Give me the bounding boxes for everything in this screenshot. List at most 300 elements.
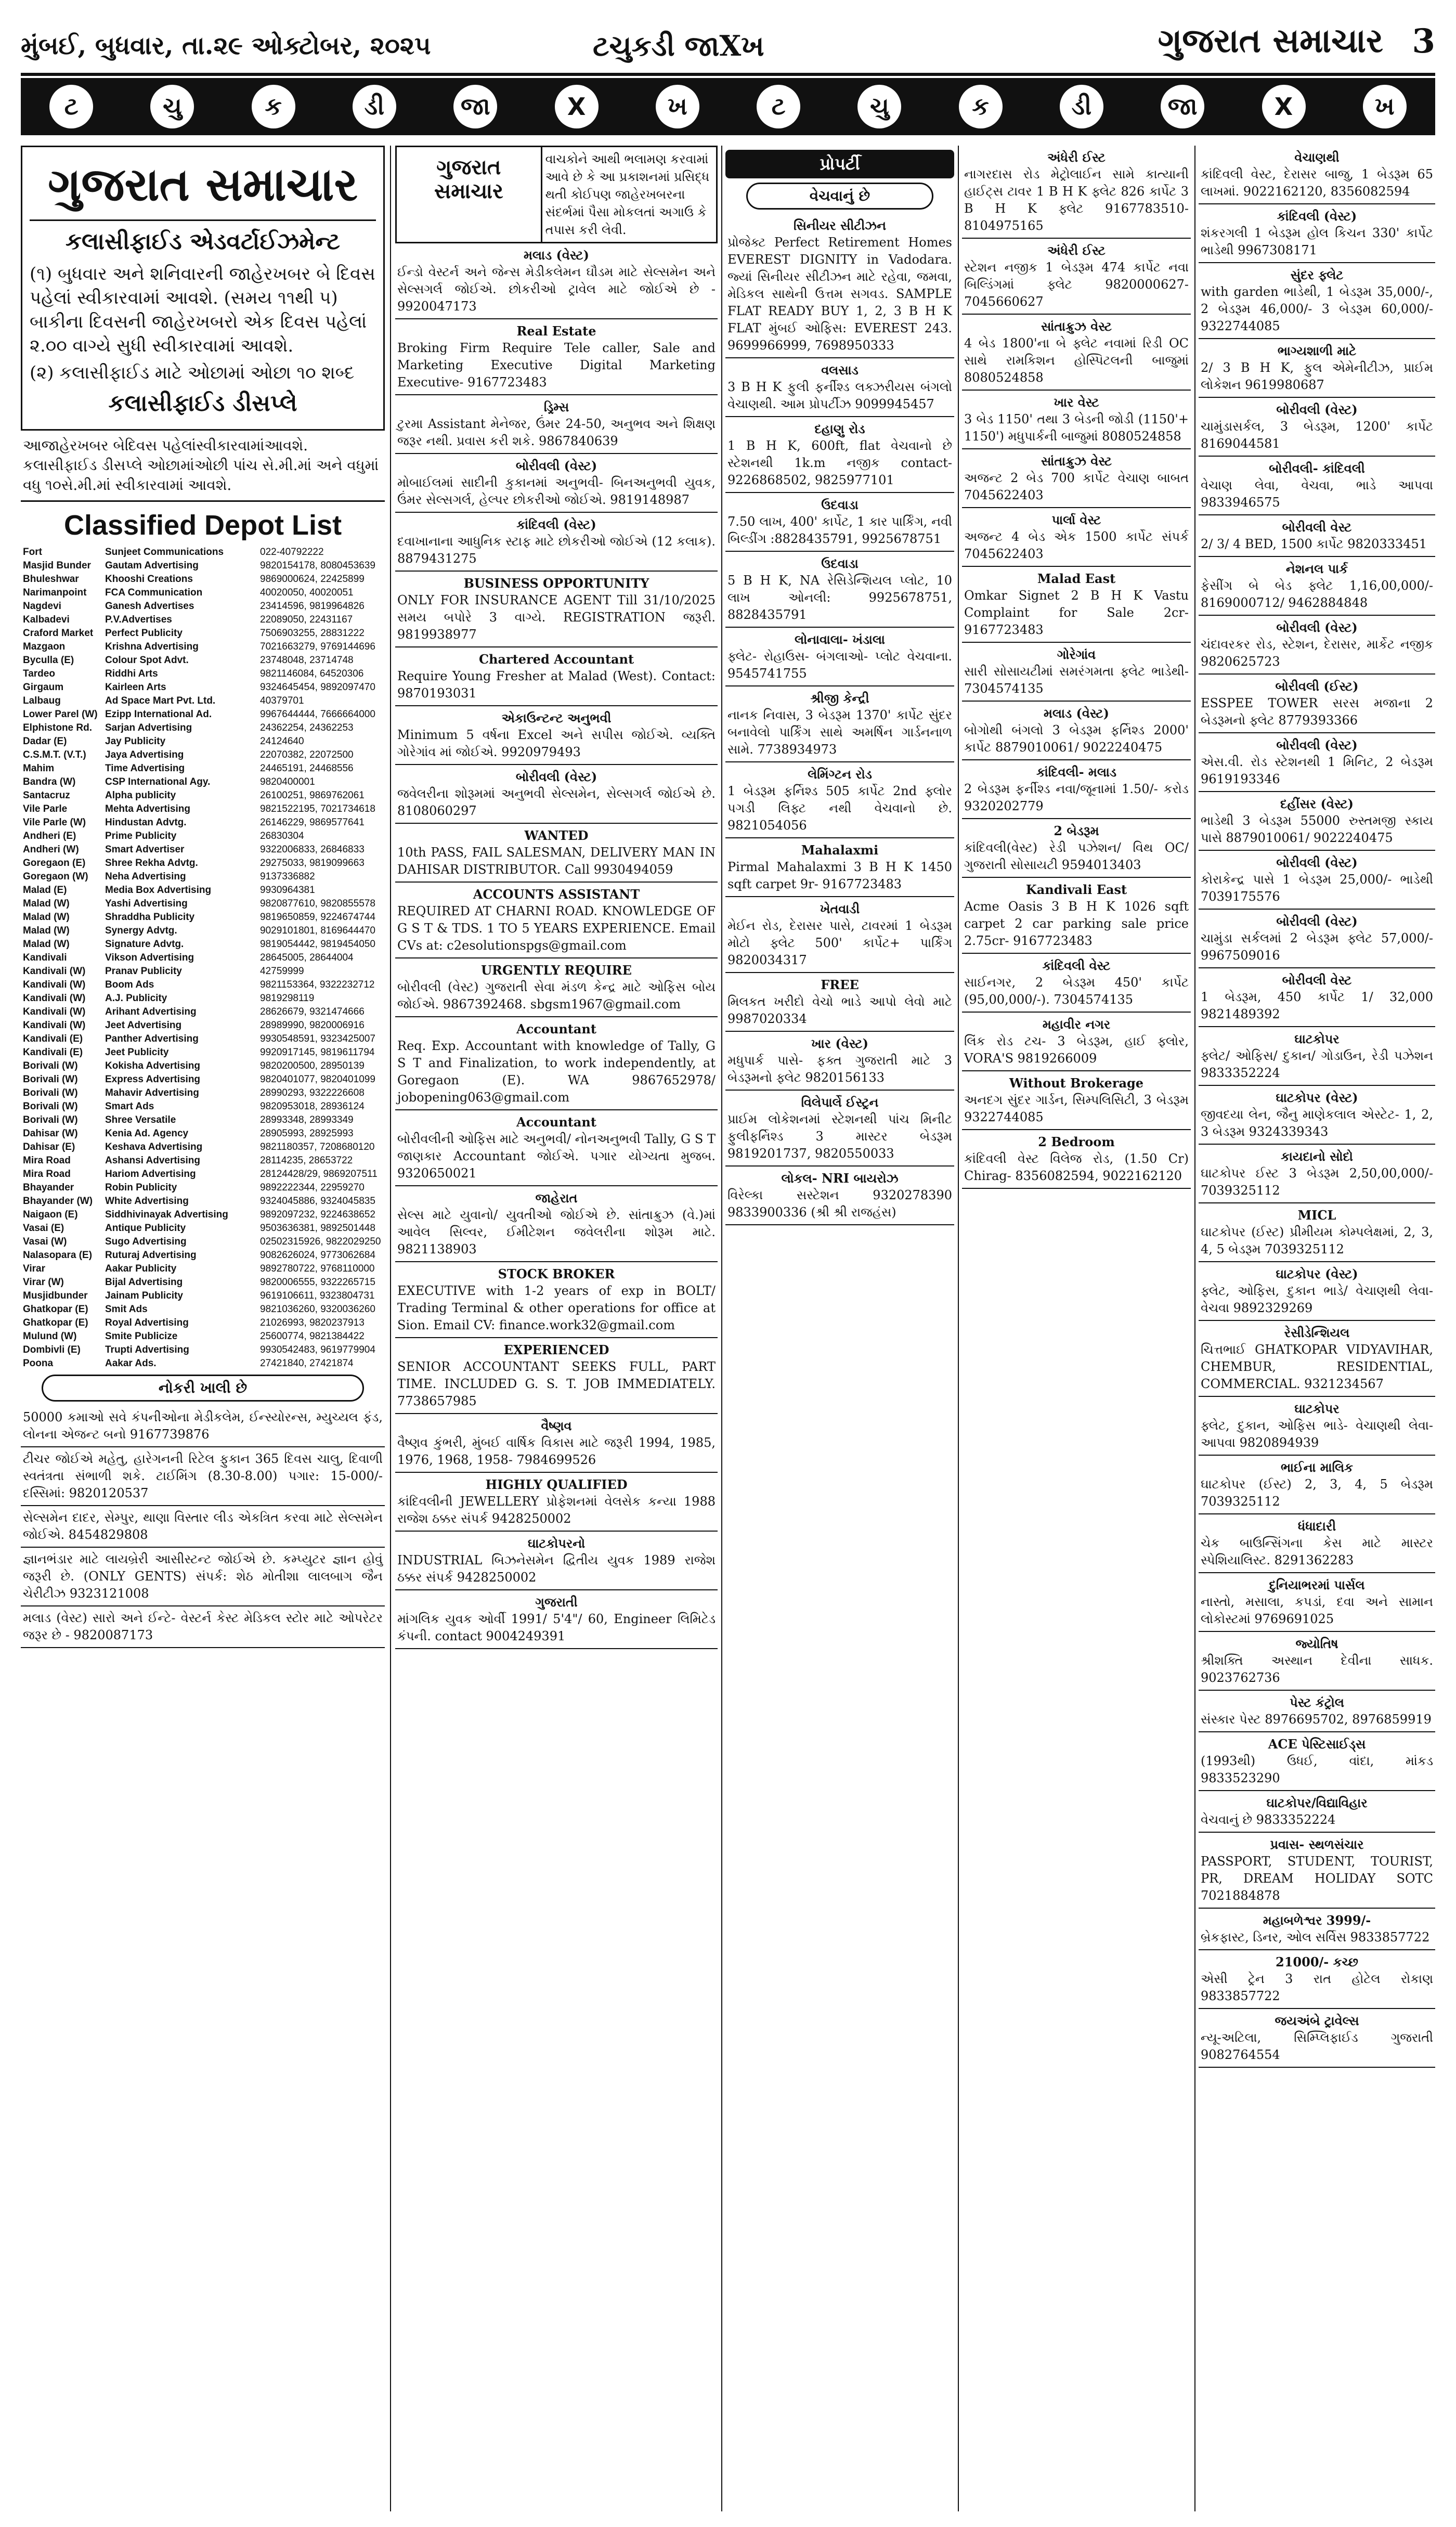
ad-body: મોબાઈલમાં સાદીની કુકાનમાં અનુભવી- બિનઅનુભવી યુવક, ઉંમર સેલ્સગર્લ, હેલ્પર છોકરીઓ જોઈએ. 9819148987 — [397, 475, 716, 507]
depot-area: Fort — [23, 547, 42, 558]
depot-area: Borivali (W) — [23, 1060, 78, 1071]
classified-ad — [1199, 1632, 1435, 1691]
column-1 — [21, 146, 385, 2511]
depot-row — [21, 573, 385, 586]
classified-ad — [1199, 1909, 1435, 1950]
ad-heading: બોરીવલી (વેસ્ટ) — [1276, 402, 1358, 417]
depot-row — [21, 1168, 385, 1181]
ad-heading: પાર્લા વેસ્ટ — [1051, 512, 1101, 527]
depot-agency: Jeet Advertising — [105, 1020, 182, 1031]
depot-area: Andheri (W) — [23, 844, 79, 855]
depot-area: Masjid Bunder — [23, 560, 91, 571]
column-3 — [725, 146, 954, 2511]
classified-ad — [725, 417, 954, 493]
depot-agency: Perfect Publicity — [105, 628, 183, 639]
depot-agency: Vikson Advertising — [105, 952, 194, 963]
page-header — [21, 10, 1435, 76]
ad-heading: બોરીવલી (વેસ્ટ) — [1276, 855, 1358, 870]
classified-ad — [1199, 557, 1435, 616]
ad-body: કાંદિવલી(વેસ્ટ) રેડી પઝેશન/ વિથ OC/ ગુજરાતી સોસાયટી 9594013403 — [964, 840, 1189, 872]
depot-phone: 9821522195, 7021734618 — [260, 804, 375, 814]
title-strip — [21, 78, 1435, 135]
depot-row — [21, 924, 385, 938]
depot-agency: Media Box Advertising — [105, 885, 212, 896]
depot-row — [21, 1181, 385, 1195]
classified-ad — [1199, 1732, 1435, 1791]
classified-ad — [395, 647, 718, 706]
ad-heading: Accountant — [516, 1021, 596, 1036]
depot-agency: Siddhivinayak Advertising — [105, 1209, 228, 1220]
ad-heading: ઘાટકોપર (વેસ્ટ) — [1276, 1266, 1358, 1281]
classified-ad — [725, 214, 954, 358]
strip-letter: ક — [252, 85, 295, 128]
ad-body: Require Young Fresher at Malad (West). Contact: 9870193031 — [397, 669, 716, 701]
depot-phone: 26830304 — [260, 831, 304, 841]
ad-body: સંસ્કાર પેસ્ટ 8976695702, 8976859919 — [1201, 1712, 1432, 1727]
depot-agency: Sugo Advertising — [105, 1236, 187, 1247]
depot-row — [21, 965, 385, 978]
depot-phone: 24362254, 24362253 — [260, 722, 354, 733]
classified-ad — [962, 391, 1191, 449]
depot-agency: Pranav Publicity — [105, 966, 182, 977]
depot-phone: 28114235, 28653722 — [260, 1155, 353, 1166]
depot-row — [21, 951, 385, 965]
ad-heading: HIGHLY QUALIFIED — [485, 1477, 628, 1492]
newspaper-logo: ગુજરાત સમાચાર — [1158, 22, 1383, 60]
classified-ad — [962, 878, 1191, 954]
depot-phone: 9819054442, 9819454050 — [260, 939, 375, 950]
depot-row — [21, 884, 385, 897]
depot-phone: 29275033, 9819099663 — [260, 858, 365, 869]
notice-text: વાચકોને આથી ભલામણ કરવામાં આવે છે કે આ પ્રકાશનમાં પ્રસિદ્ધ થતી કોઈપણ જાહેરખબરના સંદર્ભમાં પૈસા મોકલતાં અગાઉ કે તપાસ કરી લેવી. — [545, 152, 710, 237]
ad-body: 7.50 લાખ, 400' કાર્પેટ, 1 કાર પાર્કિંગ, નવી બિલ્ડીંગ :8828435791, 9925678751 — [727, 514, 952, 546]
ad-heading: સાંતાક્રુઝ વેસ્ટ — [1041, 319, 1112, 334]
depot-row — [21, 1100, 385, 1113]
depot-area: Goregaon (E) — [23, 858, 86, 869]
depot-area: Poona — [23, 1358, 54, 1369]
depot-agency: Jay Publicity — [105, 736, 166, 747]
depot-area: Kandivali (E) — [23, 1033, 83, 1044]
classified-ad — [725, 897, 954, 973]
strip-letter: X — [555, 85, 599, 128]
depot-phone: 28993348, 28993349 — [260, 1115, 354, 1125]
depot-agency: Kokisha Advertising — [105, 1060, 201, 1071]
classified-ad — [1199, 339, 1435, 398]
ad-body: 2/ 3/ 4 BED, 1500 કાર્પેટ 9820333451 — [1201, 537, 1427, 551]
classified-ad — [962, 643, 1191, 702]
ad-body: સારી સોસાયટીમાં સમરંગમતા ફ્લેટ ભાડેથી- 7304574135 — [964, 664, 1189, 696]
classified-ad — [962, 508, 1191, 567]
classified-ad — [1199, 515, 1435, 557]
rule-2: (૨) કલાસીફાઈડ માટે ઓછામાં ઓછા ૧૦ શબ્દ — [30, 362, 355, 383]
classified-ad — [1199, 1456, 1435, 1514]
ad-heading: વૈષ્ણવ — [541, 1418, 572, 1433]
depot-agency: Time Advertising — [105, 763, 185, 774]
depot-phone: 9892780722, 9768110000 — [260, 1263, 375, 1274]
reader-notice — [395, 146, 718, 243]
ad-heading: MICL — [1297, 1208, 1336, 1223]
depot-phone: 28626679, 9321474666 — [260, 1006, 365, 1017]
ad-heading: ઘાટકોપર (વેસ્ટ) — [1276, 1090, 1358, 1105]
depot-agency: Sarjan Advertising — [105, 722, 192, 733]
classified-ad — [1199, 910, 1435, 968]
ad-body: કોરાકેન્દ્ર પાસે 1 બેડરૂમ 25,000/- ભાડેથી 7039175576 — [1201, 872, 1433, 904]
ad-body: ઈન્ડો વેસ્ટર્ન અને જેન્સ મેડીકલેમન ઘૌડમ માટે સેલ્સમેન અને સેલ્સગર્લ જોઈએ. છોકરીઓ ટ્રાવેલ માટે જોઈએ છે - 9920047173 — [397, 265, 716, 314]
classified-ad: મલાડ (વેસ્ટ) સારો અને ઈન્ટે- વેસ્ટર્ન કેસ્ટ મેડિકલ સ્ટોર માટે ઓપરેટર જરૂર છે - 9820087173 — [21, 1606, 385, 1648]
depot-row — [21, 654, 385, 667]
depot-phone: 9821036260, 9320036260 — [260, 1304, 375, 1315]
ad-heading: મલાડ (વેસ્ટ) — [1043, 706, 1109, 721]
depot-phone: 9821153364, 9322232712 — [260, 979, 375, 990]
depot-row — [21, 1343, 385, 1357]
depot-row — [21, 897, 385, 911]
depot-row — [21, 789, 385, 802]
depot-row — [21, 627, 385, 640]
depot-area: Kandivali (W) — [23, 993, 86, 1004]
ad-heading: URGENTLY REQUIRE — [481, 963, 632, 978]
depot-area: Borivali (W) — [23, 1087, 78, 1098]
depot-phone: 23748048, 23714748 — [260, 655, 354, 666]
classified-ad — [725, 358, 954, 417]
depot-area: Kandivali (W) — [23, 979, 86, 990]
depot-row — [21, 1330, 385, 1343]
classified-ad: સેલ્સમેન દાદર, સેમ્પુર, થાણા વિસ્તાર લીડ એકત્રિત કરવા માટે સેલ્સમેન જોઈએ. 8454829808 — [21, 1506, 385, 1548]
depot-row — [21, 1222, 385, 1235]
classified-ad — [1199, 968, 1435, 1027]
depot-row — [21, 1195, 385, 1208]
depot-row — [21, 992, 385, 1005]
depot-row — [21, 708, 385, 721]
ad-heading: બોરીવલી (વેસ્ટ) — [515, 458, 597, 473]
strip-letter: ટ — [757, 85, 800, 128]
ad-heading: બોરીવલી વેસ્ટ — [1282, 973, 1352, 988]
ad-heading: બોરીવલી (વેસ્ટ) — [1276, 914, 1358, 929]
ad-body: Minimum 5 વર્ષના Excel અને સપીસ જોઈએ. વ્યક્તિ ગોરેગાંવ માં જોઈએ. 9920979493 — [397, 728, 716, 759]
strip-letter: ક — [959, 85, 1003, 128]
ad-body: REQUIRED AT CHARNI ROAD. KNOWLEDGE OF G S T & TDS. 1 TO 5 YEARS EXPERIENCE. Email CVs at: c2esolutionspgs@gmail.com — [397, 904, 716, 953]
ad-heading: રેસીડેન્શિયલ — [1284, 1325, 1350, 1340]
depot-agency: Express Advertising — [105, 1074, 201, 1085]
ad-heading: મલાડ (વેસ્ટ) — [523, 248, 589, 263]
ad-heading: નેશનલ પાર્ક — [1285, 561, 1348, 576]
depot-row — [21, 667, 385, 681]
ad-body: પ્રાઈમ લોકેશનમાં સ્ટેશનથી પાંચ મિનીટ ફુલીફર્નિશ્ડ 3 માસ્ટર બેડરૂમ 9819201737, 9820550033 — [727, 1112, 952, 1161]
classified-ad — [962, 449, 1191, 508]
depot-phone: 9503636381, 9892501448 — [260, 1223, 375, 1234]
depot-phone: 9869000624, 22425899 — [260, 574, 365, 585]
depot-agency: Mehta Advertising — [105, 804, 190, 814]
ad-heading: જ્યોતિષ — [1295, 1636, 1338, 1651]
depot-row — [21, 1073, 385, 1086]
depot-area: Vile Parle (W) — [23, 817, 86, 828]
depot-area: Bhuleshwar — [23, 574, 79, 585]
classified-ad — [725, 628, 954, 686]
depot-phone: 42759999 — [260, 966, 304, 977]
depot-row — [21, 762, 385, 775]
section-title: ટચુકડી જાXખ — [593, 29, 764, 62]
ad-heading: FREE — [821, 977, 859, 992]
classified-ad — [962, 954, 1191, 1013]
depot-row — [21, 911, 385, 924]
depot-area: Malad (W) — [23, 912, 70, 923]
ad-body: Acme Oasis 3 B H K 1026 sqft carpet 2 car parking sale price 2.75cr- 9167723483 — [964, 899, 1189, 948]
column-4-ads — [962, 146, 1191, 1189]
classified-ad — [395, 1414, 718, 1473]
ad-heading: વલસાડ — [821, 362, 859, 378]
ad-body: અનદગ સુંદર ગાર્ડન, સિમ્પલિસિટી, 3 બેડરૂમ 9322744085 — [964, 1093, 1189, 1124]
classified-ad — [962, 760, 1191, 819]
depot-row — [21, 546, 385, 559]
ad-body: ફ્લેટ, દુકાન, ઓફિસ ભાડે- વેચાણથી લેવા- આપવા 9820894939 — [1201, 1418, 1433, 1450]
ad-body: એસ.વી. રોડ સ્ટેશનથી 1 મિનિટ, 2 બેડરૂમ 9619193346 — [1201, 755, 1433, 786]
depot-agency: Synergy Advtg. — [105, 925, 177, 936]
depot-phone: 9821146084, 64520306 — [260, 668, 364, 679]
depot-row — [21, 1019, 385, 1032]
depot-area: Vasai (E) — [23, 1223, 64, 1234]
depot-row — [21, 1303, 385, 1316]
ad-heading: બોરીવલી (વેસ્ટ) — [1276, 620, 1358, 635]
classified-ad — [395, 1110, 718, 1186]
depot-phone: 22089050, 22431167 — [260, 614, 353, 625]
ad-heading: પેસ્ટ કંટ્રોલ — [1290, 1695, 1344, 1710]
ad-body: Req. Exp. Accountant with knowledge of Tally, G S T and Finalization, to work independently, at Goregaon (E). WA 9867652978/ jobopening063@gmail.com — [397, 1039, 716, 1105]
ad-body: બોગોથી બંગલો 3 બેડરૂમ ફર્નિશ્ડ 2000' કાર્પેટ 8879010061/ 9022240475 — [964, 723, 1189, 755]
depot-phone: 28905993, 28925993 — [260, 1128, 354, 1139]
depot-row — [21, 735, 385, 748]
ad-body: 1 બેડરૂમ ફર્નિશ્ડ 505 કાર્પેટ 2nd ફ્લોર પગડી લિફ્ટ નથી વેચવાનો છે. 9821054056 — [727, 784, 952, 833]
depot-phone: 9920917145, 9819611794 — [260, 1047, 375, 1058]
depot-area: Borivali (W) — [23, 1074, 78, 1085]
depot-phone: 9930548591, 9323425007 — [260, 1033, 375, 1044]
depot-row — [21, 816, 385, 830]
display-note: આજાહેરખબર બેદિવસ પહેલાંસ્વીકારવામાંઆવશે. કલાસીફાઈડ ડીસપ્લે ઓછામાંઓછી પાંચ સે.મી.માં અને વધુમાં વધુ ૧૦સે.મી.માં સ્વીકારવામાં આવશે. — [21, 431, 385, 502]
jobs-pill: નોકરી ખાલી છે — [42, 1375, 364, 1402]
depot-area: Lower Parel (W) — [23, 709, 98, 720]
depot-area: Malad (W) — [23, 898, 70, 909]
ad-heading: મહાવીર નગર — [1042, 1017, 1111, 1032]
depot-row — [21, 1127, 385, 1141]
depot-row — [21, 1154, 385, 1168]
classified-ad — [1199, 675, 1435, 733]
depot-agency: Antique Publicity — [105, 1223, 186, 1234]
depot-area: Craford Market — [23, 628, 94, 639]
depot-area: Kandivali (W) — [23, 966, 86, 977]
ad-body: 3 B H K ફુલી ફર્નીશ્ડ લક્ઝરીયસ બંગલો વેચાણથી. આમ પ્રોપર્ટીઝ 9099945457 — [727, 380, 952, 411]
ad-heading: ભાઈના માલિક — [1280, 1460, 1354, 1475]
ad-body: PASSPORT, STUDENT, TOURIST, PR, DREAM HOLIDAY SOTC 7021884878 — [1201, 1854, 1433, 1903]
classified-ad — [1199, 1950, 1435, 2009]
ad-body: ચામુંડા સર્કલમાં 2 બેડરૂમ ફ્લેટ 57,000/- 9967509016 — [1201, 931, 1433, 963]
column-rule — [721, 146, 722, 2511]
depot-area: Borivali (W) — [23, 1101, 78, 1112]
depot-phone: 22070382, 22072500 — [260, 749, 354, 760]
ad-body: બોરીવલી (વેસ્ટ) ગુજરાતી સેવા મંડળ કેન્દ્ર માટે ઓફિસ બોય જોઈએ. 9867392468. sbgsm1967@gmail.com — [397, 980, 716, 1012]
ad-heading: ખાર વેસ્ટ — [1054, 395, 1099, 410]
depot-phone: 9082626024, 9773062684 — [260, 1250, 375, 1261]
classified-ad — [395, 1590, 718, 1649]
depot-row — [21, 1032, 385, 1046]
depot-agency: A.J. Publicity — [105, 993, 167, 1004]
classified-ad — [1199, 1691, 1435, 1732]
column-2-ads — [395, 243, 718, 1649]
strip-letter: ચુ — [150, 85, 194, 128]
classified-ad — [962, 702, 1191, 760]
ad-heading: Kandivali East — [1025, 882, 1127, 897]
ad-heading: શ્રીજી કેન્દ્રી — [810, 691, 869, 706]
ad-body: Pirmal Mahalaxmi 3 B H K 1450 sqft carpet 9r- 9167723483 — [727, 860, 952, 891]
ad-heading: Mahalaxmi — [801, 843, 879, 858]
depot-agency: Royal Advertising — [105, 1317, 189, 1328]
column-2 — [395, 146, 718, 2511]
ad-heading: બોરીવલી વેસ્ટ — [1282, 520, 1352, 535]
depot-agency: Trupti Advertising — [105, 1344, 189, 1355]
depot-row — [21, 1249, 385, 1262]
classified-ad — [1199, 792, 1435, 851]
ad-body: મધુપાર્ક પાસે- ફક્ત ગુજરાતી માટે 3 બેડરૂમનો ફ્લેટ 9820156133 — [727, 1053, 952, 1085]
ad-heading: ACE પેસ્ટિસાઈડ્સ — [1268, 1736, 1366, 1752]
depot-area: Kandivali (W) — [23, 1006, 86, 1017]
depot-agency: Kenia Ad. Agency — [105, 1128, 189, 1139]
ad-heading: ઉદવાડા — [821, 497, 859, 512]
ad-body: પ્રોજેક્ટ Perfect Retirement Homes EVEREST DIGNITY in Vadodara. જ્યાં સિનીયર સીટીઝન માટે રહેવા, જમવા, મેડિકલ સાથેની ઉત્તમ સગવડ. SAMPLE FLAT READY BUY 1, 2, 3 B H K FLAT મુંબઈ ઓફિસ: EVEREST 243. 9699966999, 7698950333 — [727, 235, 952, 353]
depot-area: Mulund (W) — [23, 1331, 77, 1342]
ad-body: કાંદિવલી વેસ્ટ વિલેજ રોડ, (1.50 Cr) Chirag- 8356082594, 9022162120 — [964, 1151, 1189, 1183]
depot-agency: Colour Spot Advt. — [105, 655, 189, 666]
depot-agency: Shree Rekha Advtg. — [105, 858, 198, 869]
depot-row — [21, 559, 385, 573]
depot-list-title: Classified Depot List — [63, 510, 342, 541]
depot-agency: Ganesh Advertises — [105, 601, 194, 612]
ad-body: મેઈન રોડ, દેરાસર પાસે, ટાવરમાં 1 બેડરૂમ મોટો ફ્લેટ 500' કાર્પેટ+ પાર્કિંગ 9820034317 — [727, 918, 952, 967]
classified-ad — [962, 1013, 1191, 1071]
classified-ad — [395, 1017, 718, 1110]
depot-row — [21, 870, 385, 884]
classified-ad — [725, 1032, 954, 1091]
depot-agency: Smart Advertiser — [105, 844, 185, 855]
depot-row — [21, 938, 385, 951]
classified-ad — [1199, 1086, 1435, 1145]
depot-agency: Gautam Advertising — [105, 560, 199, 571]
depot-agency: White Advertising — [105, 1196, 189, 1207]
depot-area: Nagdevi — [23, 601, 61, 612]
depot-agency: Ruturaj Advertising — [105, 1250, 197, 1261]
classified-ad — [1199, 851, 1435, 910]
depot-phone: 26146229, 9869577641 — [260, 817, 365, 828]
classified-ad — [962, 1130, 1191, 1189]
depot-agency: Panther Advertising — [105, 1033, 199, 1044]
ad-heading: બોરીવલી- કાંદિવલી — [1269, 461, 1365, 476]
ad-heading: કાંદિવલી- મલાડ — [1036, 764, 1117, 780]
depot-agency: Shree Versatile — [105, 1115, 176, 1125]
classified-ad — [1199, 1514, 1435, 1573]
ad-body: વિરેલ્કા સસ્ટેશન 9320278390 9833900336 (શ્રી શ્રી રાજહંસ) — [727, 1188, 952, 1220]
classified-ad — [962, 1071, 1191, 1130]
column-rule — [958, 146, 959, 2511]
ad-body: વેચવાનું છે 9833352224 — [1201, 1812, 1336, 1827]
ad-heading: WANTED — [524, 828, 589, 843]
ad-heading: ઘાટકોપર — [1294, 1031, 1340, 1046]
depot-area: Tardeo — [23, 668, 55, 679]
ad-heading: કાયદાનો સોદો — [1281, 1149, 1353, 1164]
depot-row — [21, 640, 385, 654]
depot-phone: 9619106611, 9323804731 — [260, 1290, 375, 1301]
ad-body: જીવદયા લેન, જૈનુ માણેકલાલ એસ્ટેટ- 1, 2, 3 બેડરૂમ 9324339343 — [1201, 1107, 1433, 1139]
classified-ad — [1199, 1321, 1435, 1397]
depot-table — [21, 546, 385, 1370]
depot-agency: P.V.Advertises — [105, 614, 172, 625]
ad-body: બ્રેકફાસ્ટ, ડિનર, ઓલ સર્વિસ 9833857722 — [1201, 1930, 1430, 1945]
ad-body: લિંક રોડ ટચ- 3 બેડરૂમ, હાઈ ફ્લોર, VORA'S 9819266009 — [964, 1034, 1189, 1066]
ad-body: એસી ટ્રેન 3 રાત હોટેલ રોકાણ 9833857722 — [1201, 1972, 1433, 2003]
ad-body: સેલ્સ માટે યુવાનો/ યુવતીઓ જોઈએ છે. સાંતાક્રુઝ (વે.)માં આવેલ સિલ્વર, ઈમીટેશન જવેલરીના શોરૂમ માટે. 9821138903 — [397, 1208, 716, 1256]
depot-phone: 02502315926, 9822029250 — [260, 1236, 381, 1247]
ad-body: જવેલરીના શોરૂમમાં અનુભવી સેલ્સમેન, સેલ્સગર્લ જોઈએ છે. 8108060297 — [397, 786, 716, 818]
classified-ad — [725, 762, 954, 838]
ad-body: ફ્લેટ- રોહાઉસ- બંગલાઓ- પ્લોટ વેચવાના. 9545741755 — [727, 649, 952, 681]
depot-area: Ghatkopar (E) — [23, 1304, 88, 1315]
depot-agency: Jaya Advertising — [105, 749, 184, 760]
classified-ad — [1199, 204, 1435, 263]
ad-heading: જયઅંબે ટ્રાવેલ્સ — [1275, 2013, 1359, 2028]
depot-agency: Bijal Advertising — [105, 1277, 183, 1288]
strip-letter: ખ — [1363, 85, 1407, 128]
depot-area: Vasai (W) — [23, 1236, 67, 1247]
depot-phone: 23414596, 9819964826 — [260, 601, 365, 612]
ad-heading: Chartered Accountant — [478, 652, 634, 667]
depot-phone: 9892222344, 22959270 — [260, 1182, 365, 1193]
ad-heading: લોનાવાલા- ખંડાલા — [795, 632, 885, 647]
depot-row — [21, 721, 385, 735]
depot-agency: Arihant Advertising — [105, 1006, 197, 1017]
depot-row — [21, 1276, 385, 1289]
depot-area: Santacruz — [23, 790, 70, 801]
classified-ad — [1199, 1203, 1435, 1262]
depot-area: Byculla (E) — [23, 655, 74, 666]
depot-phone: 26100251, 9869762061 — [260, 790, 365, 801]
depot-phone: 9324045886, 9324045835 — [260, 1196, 375, 1207]
depot-area: Nalasopara (E) — [23, 1250, 93, 1261]
ad-body: ચામુંડાસર્કલ, 3 બેડરૂમ, 1200' કાર્પેટ 8169044581 — [1201, 419, 1433, 451]
ad-heading: ઘાટકોપર/વિદ્યાવિહાર — [1266, 1795, 1368, 1810]
ad-body: વૈષ્ણવ કુંભરી, મુંબઈ વાર્ષિક વિકાસ માટે જરૂરી 1994, 1985, 1976, 1968, 1958- 7984699526 — [397, 1435, 716, 1467]
ad-body: નાનક નિવાસ, 3 બેડરૂમ 1370' કાર્પેટ સુંદર બનાવેલો પાર્કિંગ સાથે અમર્ષિન ગાર્ડનનાળ સામે. 7738934973 — [727, 708, 952, 757]
classified-ad — [725, 552, 954, 628]
classified-heading: કલાસીફાઈડ એડવર્ટાઈઝમેન્ટ — [65, 228, 340, 255]
ad-heading: અંધેરી ઈસ્ટ — [1047, 243, 1106, 258]
ad-body: ઘાટકોપર (ઈસ્ટ) પ્રીમીયમ કોમ્પલેક્ષમાં, 2, 3, 4, 5 બેડરૂમ 7039325112 — [1201, 1225, 1433, 1256]
depot-area: Narimanpoint — [23, 587, 87, 598]
depot-phone: 24465191, 24468556 — [260, 763, 354, 774]
ad-body: ચેક બાઉન્સિંગના કેસ માટે માસ્ટર સ્પેશિયાલિસ્ટ. 8291362283 — [1201, 1536, 1433, 1567]
depot-row — [21, 1059, 385, 1073]
ad-heading: Real Estate — [516, 323, 596, 339]
classified-ad — [962, 567, 1191, 643]
ad-body: શ્રીશક્તિ અસ્થાન દેવીના સાધક. 9023762736 — [1201, 1653, 1433, 1685]
strip-letter: ડી — [1060, 85, 1103, 128]
depot-area: Kalbadevi — [23, 614, 70, 625]
ad-body: 1 બેડરૂમ, 450 કાર્પેટ 1/ 32,000 9821489392 — [1201, 990, 1433, 1021]
classified-ad — [1199, 1145, 1435, 1203]
depot-agency: Riddhi Arts — [105, 668, 158, 679]
depot-agency: Hindustan Advtg. — [105, 817, 187, 828]
ad-body: 10th PASS, FAIL SALESMAN, DELIVERY MAN IN DAHISAR DISTRIBUTOR. Call 9930494059 — [397, 845, 716, 877]
ad-body: સ્ટેશન નજીક 1 બેડરૂમ 474 કાર્પેટ નવા બિલ્ડિંગમાં ફ્લેટ 9820000627- 7045660627 — [964, 260, 1189, 309]
ad-heading: બોરીવલી (વેસ્ટ) — [1276, 737, 1358, 753]
depot-phone: 9821180357, 7208680120 — [260, 1142, 375, 1152]
depot-agency: Hariom Advertising — [105, 1169, 196, 1180]
ad-heading: કાંદિવલી (વેસ્ટ) — [516, 517, 596, 532]
classified-ad — [725, 686, 954, 762]
